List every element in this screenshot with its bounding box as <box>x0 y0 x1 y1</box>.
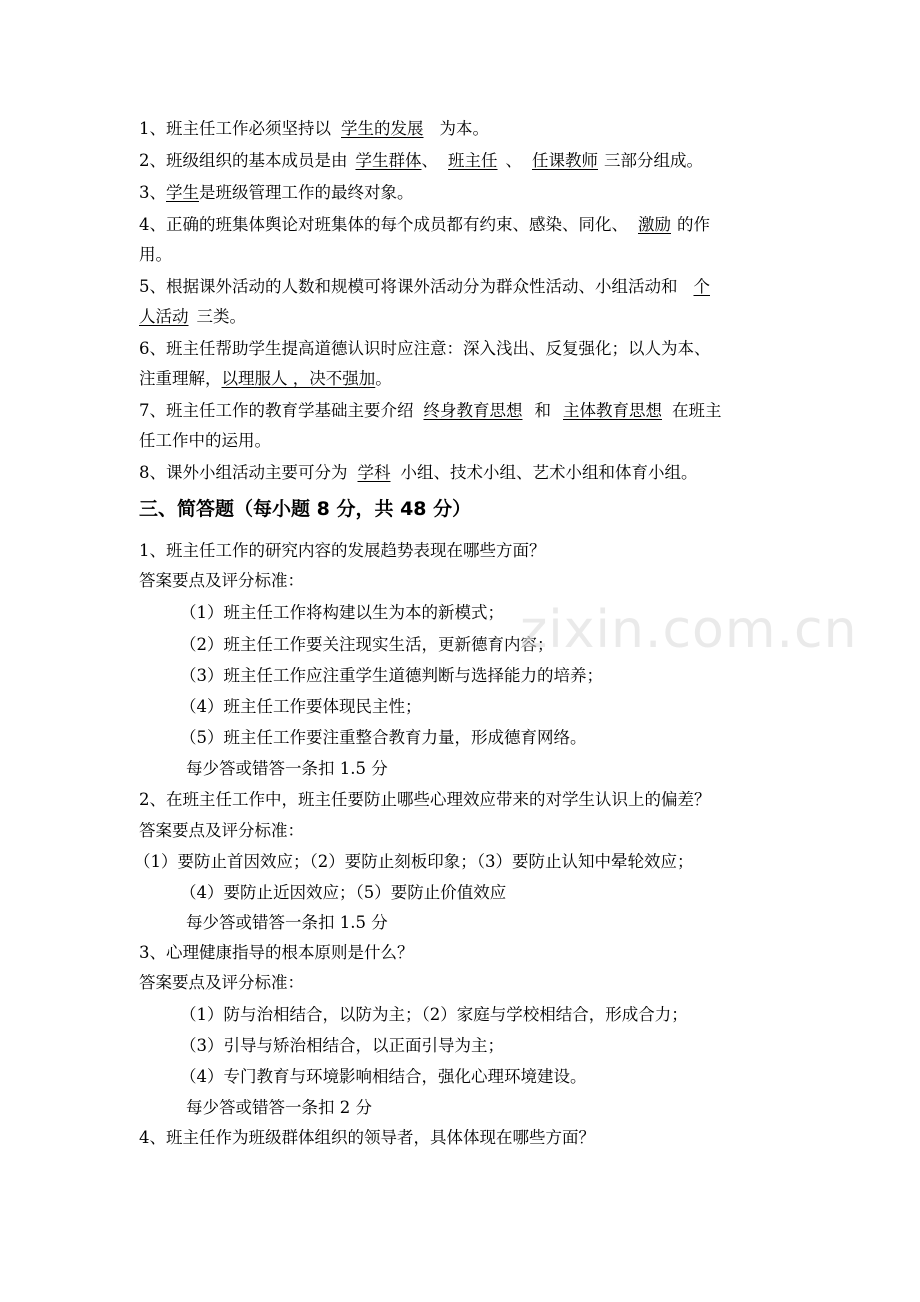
answer-label: 答案要点及评分标准： <box>139 821 304 840</box>
answer-item: （4）班主任工作要体现民主性； <box>180 697 422 716</box>
answer-label: 答案要点及评分标准： <box>139 973 304 992</box>
score-rule: 每少答或错答一条扣 1.5 分 <box>186 759 388 778</box>
fill-text: 、 <box>421 151 438 170</box>
fill-item-7 <box>139 400 722 422</box>
fill-text: 小组、技术小组、艺术小组和体育小组。 <box>400 463 698 482</box>
fill-item-4-cont: 用。 <box>139 245 172 264</box>
answer-item: （2）班主任工作要关注现实生活，更新德育内容； <box>180 635 554 654</box>
answer-item: （3）班主任工作应注重学生道德判断与选择能力的培养； <box>180 666 603 685</box>
fill-item-2 <box>139 150 703 172</box>
answer-item: （4）要防止近因效应；（5）要防止价值效应 <box>180 883 507 902</box>
short-question-2: 2、在班主任工作中，班主任要防止哪些心理效应带来的对学生认识上的偏差？ <box>139 790 711 809</box>
fill-answer: 学生的发展 <box>341 119 424 138</box>
fill-text: 为本。 <box>439 119 489 138</box>
fill-answer: 任课教师 <box>532 151 598 170</box>
fill-item-3 <box>139 182 414 204</box>
answer-item: （5）班主任工作要注重整合教育力量，形成德育网络。 <box>180 728 587 747</box>
answer-item: （1）防与治相结合，以防为主；（2）家庭与学校相结合，形成合力； <box>180 1005 688 1024</box>
answer-label: 答案要点及评分标准： <box>139 571 304 590</box>
fill-text: 5、根据课外活动的人数和规模可将课外活动分为群众性活动、小组活动和 <box>139 277 678 296</box>
short-question-1: 1、班主任工作的研究内容的发展趋势表现在哪些方面？ <box>139 541 546 560</box>
fill-text: 三类。 <box>196 307 246 326</box>
fill-text: 。 <box>375 369 392 388</box>
fill-item-5 <box>139 276 710 298</box>
short-question-3: 3、心理健康指导的根本原则是什么？ <box>139 943 414 962</box>
fill-text: 2、班级组织的基本成员是由 <box>139 151 348 170</box>
fill-item-6: 6、班主任帮助学生提高道德认识时应注意：深入浅出、反复强化；以人为本、 <box>139 339 711 358</box>
fill-text: 1、班主任工作必须坚持以 <box>139 119 331 138</box>
fill-answer: 激励 <box>638 215 671 234</box>
score-rule: 每少答或错答一条扣 2 分 <box>186 1098 372 1117</box>
answer-item: （1）班主任工作将构建以生为本的新模式； <box>180 603 504 622</box>
watermark: zixin.com.cn <box>520 600 858 660</box>
fill-item-1 <box>139 118 489 140</box>
fill-item-6-cont <box>139 368 392 390</box>
answer-item: （3）引导与矫治相结合，以正面引导为主； <box>180 1036 504 1055</box>
fill-text: 三部分组成。 <box>604 151 703 170</box>
fill-item-5-cont <box>139 306 246 328</box>
fill-text: 4、正确的班集体舆论对班集体的每个成员都有约束、感染、同化、 <box>139 215 628 234</box>
fill-text: 注重理解， <box>139 369 222 388</box>
fill-answer: 主体教育思想 <box>563 401 662 420</box>
fill-text: 在班主 <box>672 401 722 420</box>
fill-answer: 人活动 <box>139 307 189 326</box>
fill-item-4 <box>139 214 710 236</box>
fill-answer: 学生 <box>166 183 199 202</box>
score-rule: 每少答或错答一条扣 1.5 分 <box>186 913 388 932</box>
fill-text: 8、课外小组活动主要可分为 <box>139 463 348 482</box>
answer-item: （1）要防止首因效应；（2）要防止刻板印象；（3）要防止认知中晕轮效应； <box>134 852 694 871</box>
fill-number: 3、 <box>139 183 166 202</box>
fill-text: 、 <box>505 151 522 170</box>
fill-item-8 <box>139 462 698 484</box>
fill-answer: 学科 <box>357 463 391 482</box>
fill-text: 和 <box>534 401 551 420</box>
fill-answer: 个 <box>693 277 710 296</box>
fill-item-7-cont: 任工作中的运用。 <box>139 431 271 450</box>
fill-text: 是班级管理工作的最终对象。 <box>199 183 414 202</box>
fill-text: 7、班主任工作的教育学基础主要介绍 <box>139 401 414 420</box>
fill-text: 的作 <box>677 215 710 234</box>
fill-answer: 学生群体 <box>355 151 422 170</box>
fill-answer: 班主任 <box>448 151 498 170</box>
short-question-4: 4、班主任作为班级群体组织的领导者，具体体现在哪些方面？ <box>139 1128 595 1147</box>
fill-answer: 终身教育思想 <box>423 401 523 420</box>
section-heading: 三、简答题（每小题 8 分，共 48 分） <box>139 498 472 520</box>
fill-answer: 以理服人 ，决不强加 <box>221 369 376 388</box>
answer-item: （4）专门教育与环境影响相结合，强化心理环境建设。 <box>180 1067 587 1086</box>
